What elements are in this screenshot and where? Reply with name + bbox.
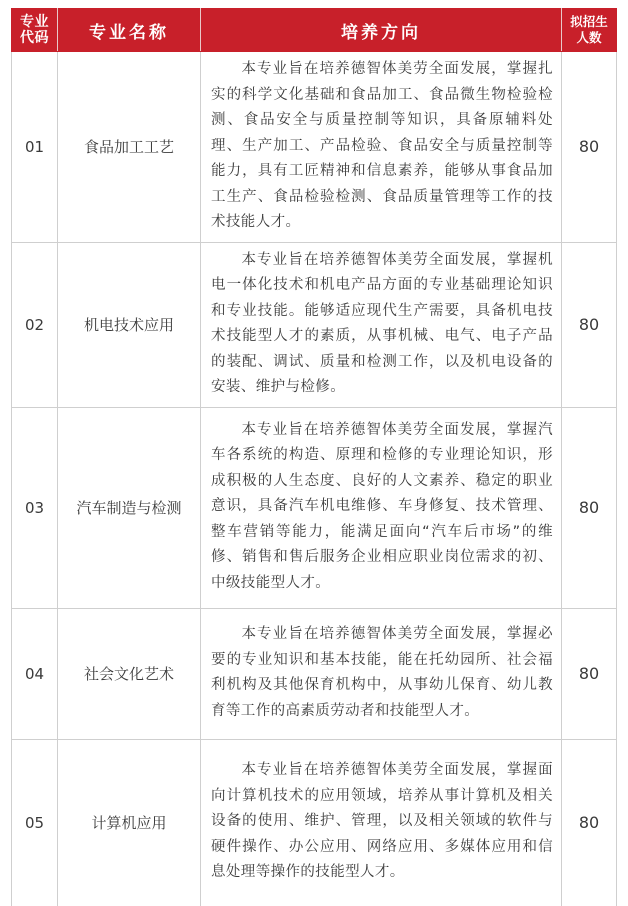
table-row [12,242,617,407]
major-name: 计算机应用 [58,739,201,906]
major-name: 机电技术应用 [58,242,201,407]
major-code: 02 [12,242,58,407]
major-direction: 本专业旨在培养德智体美劳全面发展，掌握面向计算机技术的应用领域，培养从事计算机及相关设备的使用、维护、管理，以及相关领域的软件与硬件操作、办公应用、网络应用、多媒体应用和信息处理等操作的技能型人才。 [201,739,562,906]
major-code: 01 [12,52,58,243]
header-code-line-1: 专业 [20,14,49,30]
major-name: 社会文化艺术 [58,608,201,739]
enrollment-count: 80 [562,739,617,906]
enrollment-count: 80 [562,608,617,739]
enrollment-count: 80 [562,242,617,407]
header-count-line-2: 人数 [576,30,602,45]
header-direction: 培养方向 [201,9,562,52]
table-body [12,52,617,906]
major-code: 03 [12,407,58,608]
header-name: 专业名称 [58,9,201,52]
header-count-line-1: 拟招生 [570,14,608,29]
enrollment-count: 80 [562,52,617,243]
header-code-line-2: 代码 [20,30,49,46]
table-header [12,9,617,52]
table-row [12,739,617,906]
major-code: 04 [12,608,58,739]
major-direction: 本专业旨在培养德智体美劳全面发展，掌握汽车各系统的构造、原理和检修的专业理论知识，形成积极的人生态度、良好的人文素养、稳定的职业意识，具备汽车机电维修、车身修复、技术管理、整车营销等能力，能满足面向“汽车后市场”的维修、销售和售后服务企业相应职业岗位需求的初、中级技能型人才。 [201,407,562,608]
header-code [12,9,58,52]
table-row [12,608,617,739]
major-code: 05 [12,739,58,906]
major-name: 汽车制造与检测 [58,407,201,608]
major-direction: 本专业旨在培养德智体美劳全面发展，掌握扎实的科学文化基础和食品加工、食品微生物检验检测、食品安全与质量控制等知识，具备原辅料处理、生产加工、产品检验、食品安全与质量控制等能力，具有工匠精神和信息素养，能够从事食品加工生产、食品检验检测、食品质量管理等工作的技术技能人才。 [201,52,562,243]
header-count [562,9,617,52]
header-row [12,9,617,52]
major-name: 食品加工工艺 [58,52,201,243]
table-row [12,407,617,608]
major-direction: 本专业旨在培养德智体美劳全面发展，掌握机电一体化技术和机电产品方面的专业基础理论知识和专业技能。能够适应现代生产需要，具备机电技术技能型人才的素质，从事机械、电气、电子产品的装配、调试、质量和检测工作，以及机电设备的安装、维护与检修。 [201,242,562,407]
enrollment-count: 80 [562,407,617,608]
table-row [12,52,617,243]
enrollment-table [11,8,617,906]
major-direction: 本专业旨在培养德智体美劳全面发展，掌握必要的专业知识和基本技能，能在托幼园所、社会福利机构及其他保育机构中，从事幼儿保育、幼儿教育等工作的高素质劳动者和技能型人才。 [201,608,562,739]
